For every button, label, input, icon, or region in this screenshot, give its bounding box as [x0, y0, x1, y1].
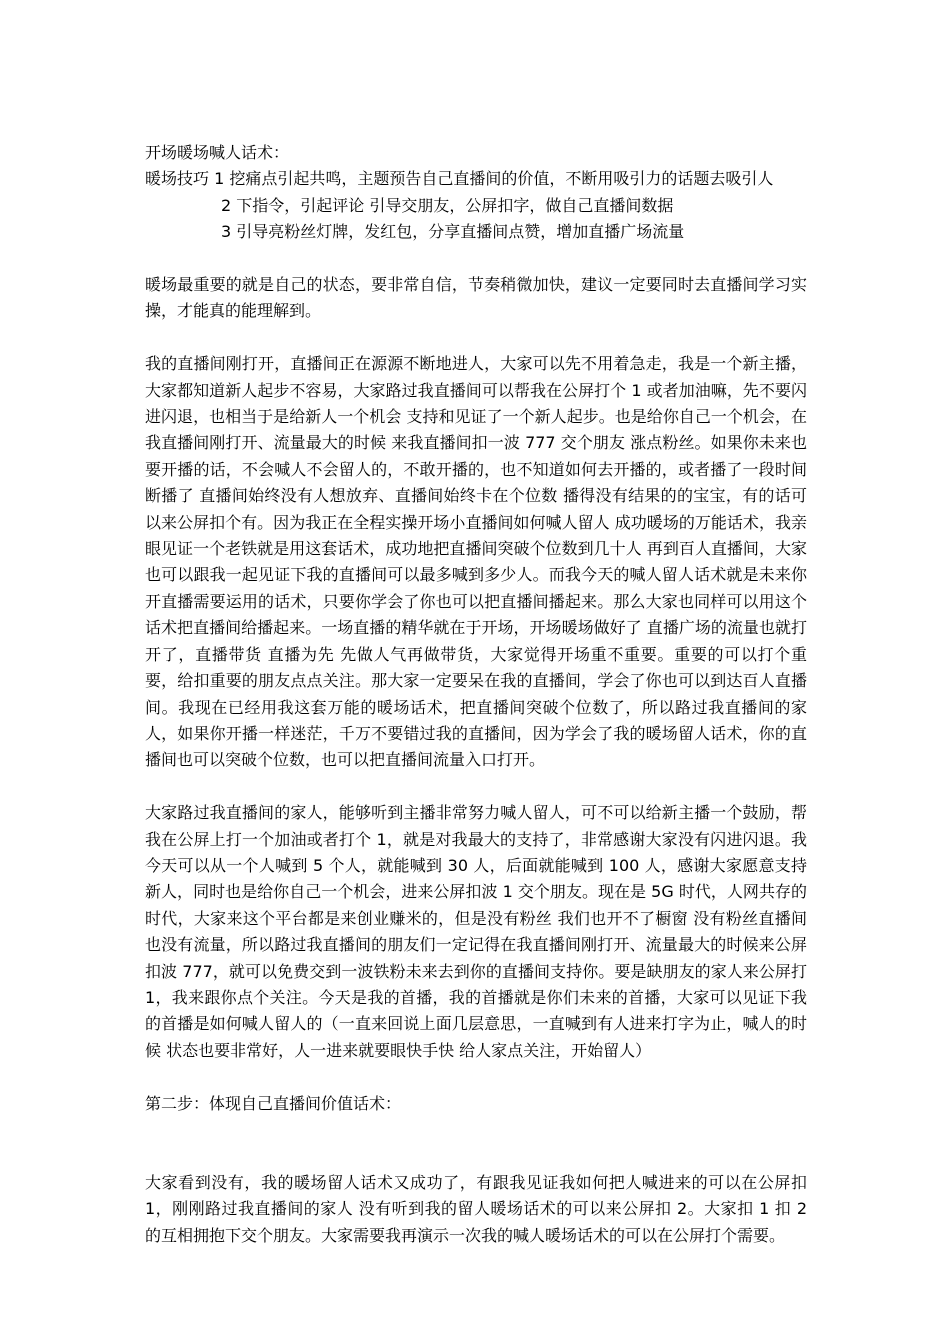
spacer — [145, 325, 807, 351]
tip-1: 暖场技巧 1 挖痛点引起共鸣，主题预告自己直播间的价值，不断用吸引力的话题去吸引人 — [145, 169, 774, 189]
step2-heading: 第二步：体现自己直播间价值话术： — [145, 1093, 402, 1113]
tip-2: 2 下指令，引起评论 引导交朋友，公屏扣字，做自己直播间数据 — [221, 195, 674, 215]
paragraph-encourage: 大家路过我直播间的家人，能够听到主播非常努力喊人留人，可不可以给新主播一个鼓励，帮我在公屏上打一个加油或者打个 1，就是对我最大的支持了，非常感谢大家没有闪进闪退。我今天可以从一个人喊到 5 个人，就能喊到 30 人，后面就能喊到 100 人，感谢大家愿意支持新人，同时也是给你自己一个机会，进来公屏扣波 1 交个朋友。现在是 5G 时代，人网共存的时代，大家来这个平台都是来创业赚米的，但是没有粉丝 我们也开不了橱窗 没有粉丝直播间也没有流量，所以路过我直播间的朋友们一定记得在我直播间刚打开、流量最大的时候来公屏扣波 777，就可以免费交到一波铁粉未来去到你的直播间支持你。要是缺朋友的家人来公屏打 1，我来跟你点个关注。今天是我的首播，我的首播就是你们未来的首播，大家可以见证下我的首播是如何喊人留人的（一直来回说上面几层意思，一直喊到有人进来打字为止，喊人的时候 状态也要非常好，人一进来就要眼快手快 给人家点关注，开始留人） — [145, 803, 807, 1060]
document-page — [145, 140, 807, 1249]
spacer — [145, 246, 807, 272]
spacer — [145, 1064, 807, 1090]
paragraph-opening: 我的直播间刚打开，直播间正在源源不断地进人，大家可以先不用着急走，我是一个新主播，大家都知道新人起步不容易，大家路过我直播间可以帮我在公屏打个 1 或者加油嘛，先不要闪进闪退，也相当于是给新人一个机会 支持和见证了一个新人起步。也是给你自己一个机会，在我直播间刚打开、流量最大的时候 来我直播间扣一波 777 交个朋友 涨点粉丝。如果你未来也要开播的话，不会喊人不会留人的，不敢开播的，也不知道如何去开播的，或者播了一段时间断播了 直播间始终没有人想放弃、直播间始终卡在个位数 播得没有结果的的宝宝，有的话可以来公屏扣个有。因为我正在全程实操开场小直播间如何喊人留人 成功暖场的万能话术，我亲眼见证一个老铁就是用这套话术，成功地把直播间突破个位数到几十人 再到百人直播间，大家也可以跟我一起见证下我的直播间可以最多喊到多少人。而我今天的喊人留人话术就是未来你开直播需要运用的话术，只要你学会了你也可以把直播间播起来。那么大家也同样可以用这个话术把直播间给播起来。一场直播的精华就在于开场，开场暖场做好了 直播广场的流量也就打开了，直播带货 直播为先 先做人气再做带货，大家觉得开场重不重要。重要的可以打个重要，给扣重要的朋友点点关注。那大家一定要呆在我的直播间，学会了你也可以到达百人直播间。我现在已经用我这套万能的暖场话术，把直播间突破个位数了，所以路过我直播间的家人，如果你开播一样迷茫，千万不要错过我的直播间，因为学会了我的暖场留人话术，你的直播间也可以突破个位数，也可以把直播间流量入口打开。 — [145, 354, 807, 770]
spacer — [145, 774, 807, 800]
tip-3: 3 引导亮粉丝灯牌，发红包，分享直播间点赞，增加直播广场流量 — [221, 222, 685, 242]
paragraph-value: 大家看到没有，我的暖场留人话术又成功了，有跟我见证我如何把人喊进来的可以在公屏扣 1，刚刚路过我直播间的家人 没有听到我的留人暖场话术的可以来公屏扣 2。大家扣 1 扣 2 的互相拥抱下交个朋友。大家需要我再演示一次我的喊人暖场话术的可以在公屏打个需要。 — [145, 1172, 807, 1245]
paragraph-state: 暖场最重要的就是自己的状态，要非常自信，节奏稍微加快，建议一定要同时去直播间学习实操，才能真的能理解到。 — [145, 275, 807, 321]
spacer — [145, 1117, 807, 1170]
section-heading: 开场暖场喊人话术： — [145, 143, 290, 162]
